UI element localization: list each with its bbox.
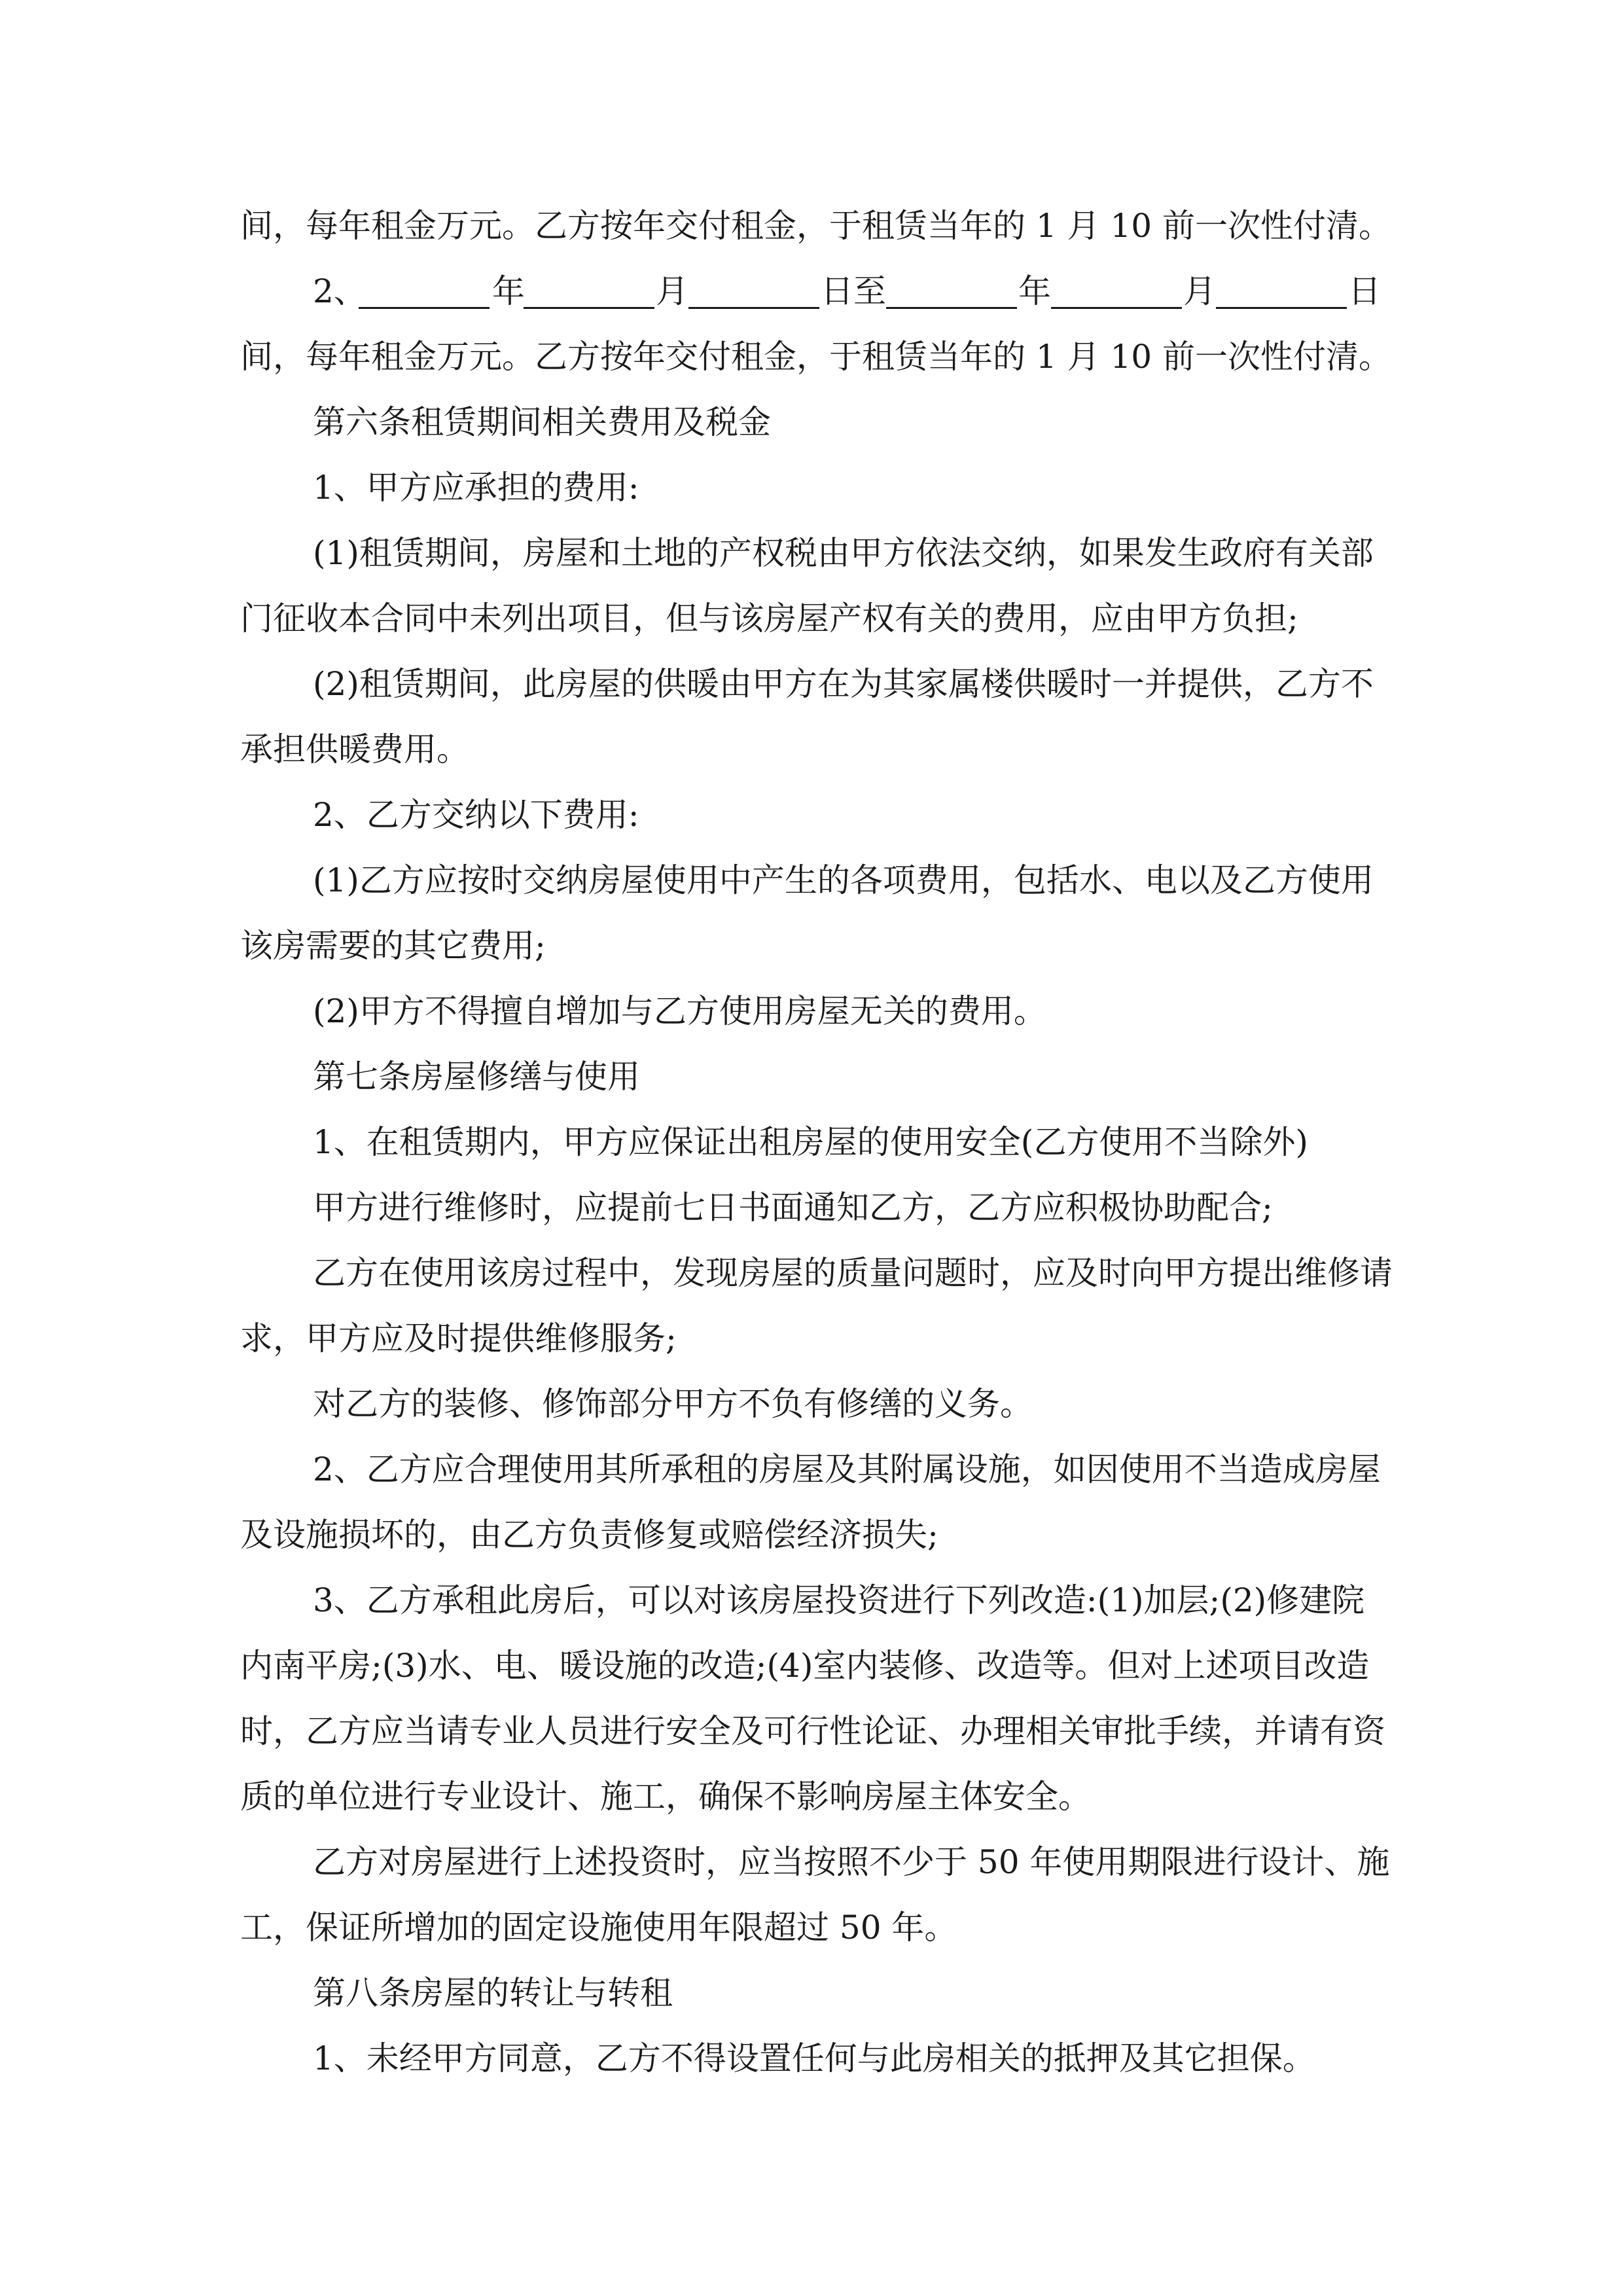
paragraph-line: [0, 2032, 1623, 2085]
paragraph-line: [0, 1574, 1623, 1626]
paragraph-line: [0, 1181, 1623, 1234]
blank-field[interactable]: [1216, 307, 1347, 309]
date-label: 日: [1348, 272, 1381, 310]
line-text: 第八条房屋的转让与转租: [313, 1974, 673, 2012]
paragraph-line: [0, 723, 1623, 776]
paragraph-line: [0, 461, 1623, 514]
list-number: 2、: [313, 272, 366, 310]
date-label: 日至: [821, 272, 886, 310]
paragraph-line: [0, 1116, 1623, 1168]
line-text: 对乙方的装修、修饰部分甲方不负有修缮的义务。: [313, 1385, 1033, 1423]
date-label: 月: [656, 272, 688, 310]
paragraph-line: [0, 854, 1623, 906]
paragraph-line: [0, 658, 1623, 710]
paragraph-line: [0, 1443, 1623, 1496]
line-text: 第六条租赁期间相关费用及税金: [313, 403, 771, 441]
paragraph-line: [0, 789, 1623, 841]
paragraph-line: [0, 1312, 1623, 1365]
blank-field[interactable]: [524, 307, 654, 309]
line-text: 2、乙方应合理使用其所承租的房屋及其附属设施，如因使用不当造成房屋: [313, 1450, 1381, 1488]
section-heading: [0, 1050, 1623, 1103]
date-range-line: [0, 265, 1623, 317]
line-text: 及设施损坏的，由乙方负责修复或赔偿经济损失;: [240, 1516, 938, 1554]
section-heading: [0, 1967, 1623, 2019]
line-text: 2、乙方交纳以下费用:: [313, 796, 639, 834]
line-text: 求，甲方应及时提供维修服务;: [240, 1319, 677, 1357]
line-text: 1、甲方应承担的费用:: [313, 469, 639, 507]
paragraph-line: [0, 985, 1623, 1037]
paragraph-line: [0, 1378, 1623, 1430]
paragraph-line: [0, 1247, 1623, 1299]
paragraph-line: [0, 1705, 1623, 1757]
line-text: 工，保证所增加的固定设施使用年限超过 50 年。: [240, 1909, 957, 1946]
line-text: 质的单位进行专业设计、施工，确保不影响房屋主体安全。: [240, 1778, 1091, 1816]
line-text: 门征收本合同中未列出项目，但与该房屋产权有关的费用，应由甲方负担;: [240, 600, 1298, 637]
line-text: 乙方对房屋进行上述投资时，应当按照不少于 50 年使用期限进行设计、施: [313, 1843, 1390, 1881]
section-heading: [0, 396, 1623, 448]
line-text: 承担供暖费用。: [240, 730, 469, 768]
line-text: 间，每年租金万元。乙方按年交付租金，于租赁当年的 1 月 10 前一次性付清。: [240, 207, 1392, 245]
date-label: 年: [492, 272, 525, 310]
line-text: 乙方在使用该房过程中，发现房屋的质量问题时，应及时向甲方提出维修请: [313, 1254, 1393, 1292]
line-text: (1)租赁期间，房屋和土地的产权税由甲方依法交纳，如果发生政府有关部: [313, 534, 1374, 572]
blank-field[interactable]: [1051, 307, 1182, 309]
line-text: 内南平房;(3)水、电、暖设施的改造;(4)室内装修、改造等。但对上述项目改造: [240, 1647, 1370, 1685]
line-text: 该房需要的其它费用;: [240, 927, 546, 965]
line-text: 时，乙方应当请专业人员进行安全及可行性论证、办理相关审批手续，并请有资: [240, 1712, 1385, 1750]
paragraph-line: [0, 1640, 1623, 1692]
line-text: (2)租赁期间，此房屋的供暖由甲方在为其家属楼供暖时一并提供，乙方不: [313, 665, 1374, 703]
line-text: 甲方进行维修时，应提前七日书面通知乙方，乙方应积极协助配合;: [313, 1189, 1273, 1227]
line-text: 间，每年租金万元。乙方按年交付租金，于租赁当年的 1 月 10 前一次性付清。: [240, 338, 1392, 376]
blank-field[interactable]: [688, 307, 819, 309]
line-text: (2)甲方不得擅自增加与乙方使用房屋无关的费用。: [313, 992, 1046, 1030]
paragraph-line: [0, 920, 1623, 972]
line-text: 第七条房屋修缮与使用: [313, 1058, 640, 1096]
paragraph-line: [0, 527, 1623, 579]
paragraph-line: [0, 200, 1623, 252]
date-label: 年: [1018, 272, 1051, 310]
line-text: 1、未经甲方同意，乙方不得设置任何与此房相关的抵押及其它担保。: [313, 2039, 1315, 2077]
line-text: 1、在租赁期内，甲方应保证出租房屋的使用安全(乙方使用不当除外): [313, 1123, 1308, 1161]
paragraph-line: [0, 1901, 1623, 1954]
paragraph-line: [0, 331, 1623, 383]
line-text: (1)乙方应按时交纳房屋使用中产生的各项费用，包括水、电以及乙方使用: [313, 861, 1374, 899]
paragraph-line: [0, 1836, 1623, 1888]
line-text: 3、乙方承租此房后，可以对该房屋投资进行下列改造:(1)加层;(2)修建院: [313, 1581, 1365, 1619]
blank-field[interactable]: [359, 307, 490, 309]
paragraph-line: [0, 1770, 1623, 1823]
paragraph-line: [0, 592, 1623, 645]
date-label: 月: [1183, 272, 1216, 310]
blank-field[interactable]: [886, 307, 1017, 309]
paragraph-line: [0, 1509, 1623, 1561]
